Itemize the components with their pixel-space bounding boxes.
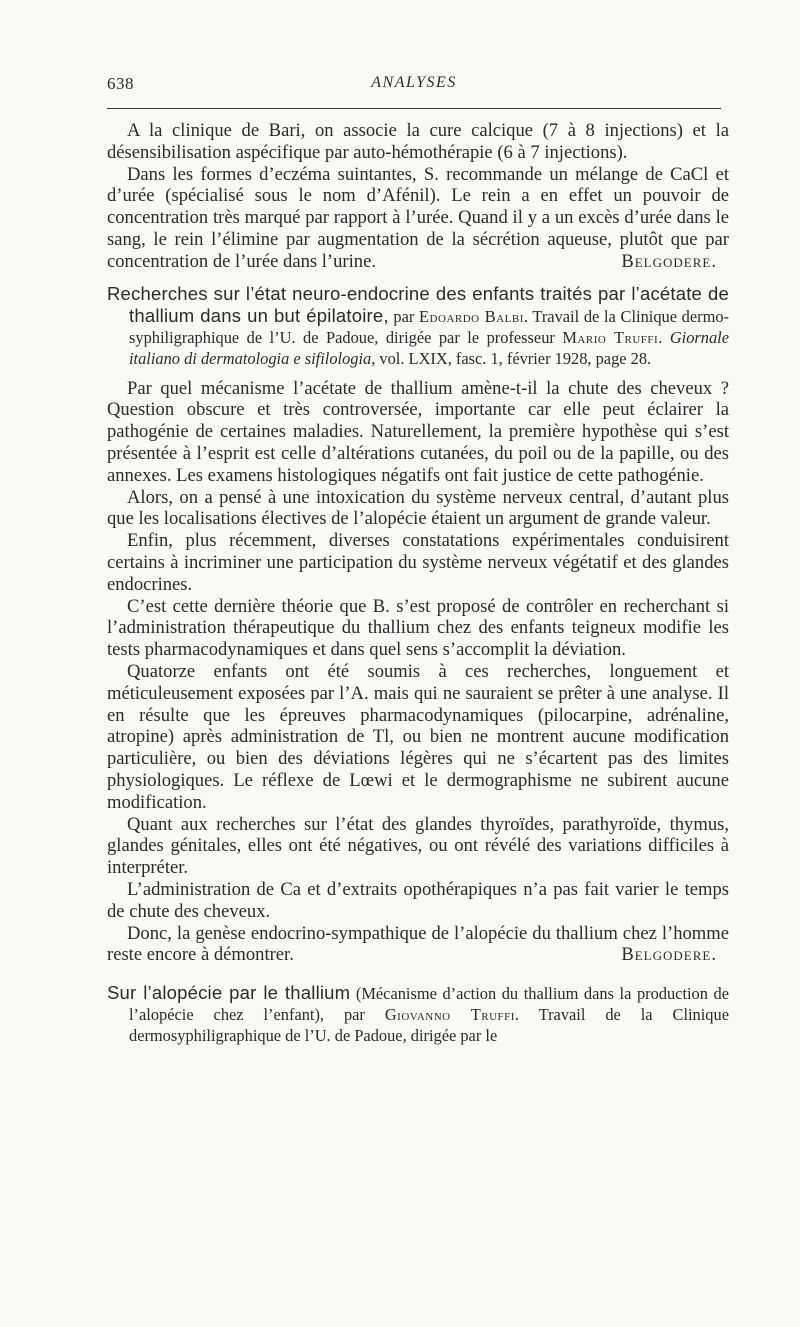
paragraph bbox=[107, 164, 729, 273]
paragraph bbox=[107, 923, 729, 967]
article-subtitle: (Mécanisme d’action du thallium dans la production de l’alopécie chez l’enfant), par bbox=[129, 984, 729, 1025]
affiliation-text: . Travail de la Clinique dermo-syphiligraphique de l’U. de Padoue, dirigée par le professeur bbox=[129, 306, 730, 347]
journal-name: Giornale italiano di dermatologia e sifilologia bbox=[129, 327, 729, 368]
paragraph-text: Donc, la genèse endocrino-sympathique de l’alopécie du thallium chez l’homme reste encore à démontrer. bbox=[107, 922, 729, 966]
header-rule bbox=[107, 108, 721, 109]
reviewer-signature: Belgodere. bbox=[621, 944, 717, 966]
paragraph: A la clinique de Bari, on associe la cure calcique (7 à 8 injections) et la désensibilisation aspécifique par auto-hémothérapie (6 à 7 injections). bbox=[107, 120, 729, 163]
paragraph: L’administration de Ca et d’extraits opothérapiques n’a pas fait varier le temps de chute des cheveux. bbox=[107, 878, 729, 922]
page-number: 638 bbox=[107, 74, 134, 93]
paragraph: Quatorze enfants ont été soumis à ces recherches, longuement et méticuleusement exposées par l’A. mais qui ne sauraient se prêter à une analyse. Il en résulte que les épreuves pharmacodynamiques (pilocarpine, adrénaline, atropine) après administration de Tl, ou bien ne montrent aucune modification particulière, ou bien des déviations légères qui ne s’écartent pas des limites physiologiques. Le réflexe de Lœwi et le dermographisme ne subirent aucune modification. bbox=[107, 660, 729, 813]
article-heading bbox=[107, 982, 729, 1046]
separator-text: . bbox=[658, 327, 670, 347]
page-body bbox=[107, 120, 729, 1046]
professor-name: Mario Truffi bbox=[562, 327, 659, 347]
paragraph: Quant aux recherches sur l’état des glandes thyroïdes, parathyroïde, thymus, glandes génitales, elles ont été négatives, ou ont révélé des variations difficiles à interpréter. bbox=[107, 813, 729, 879]
article-heading bbox=[107, 283, 729, 369]
review-body bbox=[107, 378, 729, 967]
affiliation-text: . Travail de la Clinique dermosyphiligraphique de l’U. de Padoue, dirigée par le bbox=[129, 1005, 729, 1046]
article-title: Recherches sur l’état neuro-endocrine des enfants traités par l’acétate de thallium dans un but épilatoire, bbox=[107, 282, 729, 326]
article-title: Sur l’alopécie par le thallium bbox=[107, 982, 351, 1004]
reviewer-signature: Belgodere. bbox=[621, 250, 717, 272]
article-author: Giovanno Truffi bbox=[384, 1005, 515, 1025]
paragraph: Enfin, plus récemment, diverses constatations expérimentales conduisirent certains à incriminer une participation du système nerveux végétatif et des glandes endocrines. bbox=[107, 530, 729, 595]
paragraph-text: Dans les formes d’eczéma suintantes, S. recommande un mélange de CaCl et d’urée (spécialisé sous le nom d’Afénil). Le rein a en effet un pouvoir de concentration très marqué par rapport à l’urée. Quand il y a un excès d’urée dans le sang, le rein l’élimine par augmentation de la sécrétion aqueuse, plutôt que par concentration de l’urée dans l’urine. bbox=[107, 163, 729, 272]
citation-details: , vol. LXIX, fasc. 1, février 1928, page 28. bbox=[371, 348, 652, 368]
page-header bbox=[107, 74, 721, 98]
paragraph: Par quel mécanisme l’acétate de thallium amène-t-il la chute des cheveux ? Question obscure et très controversée, importante car elle peut éclairer la pathogénie de certaines maladies. Naturellement, la première hypothèse qui s’est présentée à l’esprit est celle d’altérations cutanées, du poil ou de la papille, ou des annexes. Les examens histologiques négatifs ont fait justice de cette pathogénie. bbox=[107, 377, 729, 486]
article-author: Edoardo Balbi bbox=[419, 306, 524, 326]
by-word: par bbox=[388, 306, 420, 326]
running-title: ANALYSES bbox=[371, 74, 457, 91]
paragraph: Alors, on a pensé à une intoxication du système nerveux central, d’autant plus que les localisations électives de l’alopécie étaient un argument de grande valeur. bbox=[107, 486, 729, 530]
paragraph: C’est cette dernière théorie que B. s’est proposé de contrôler en recherchant si l’administration thérapeutique du thallium chez des enfants teigneux modifie les tests pharmacodynamiques et dans quel sens s’accomplit la déviation. bbox=[107, 595, 729, 661]
